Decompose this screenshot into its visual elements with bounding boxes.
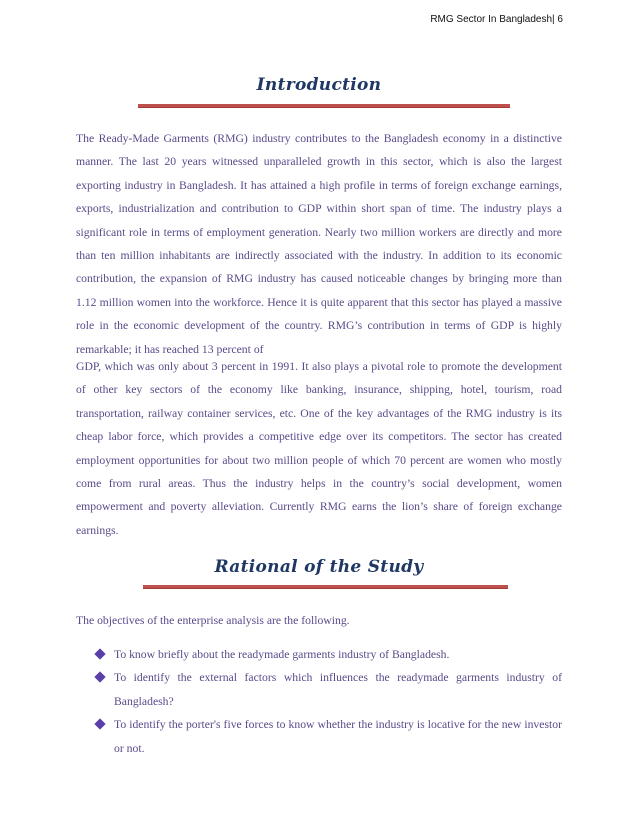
- introduction-paragraph-2: [76, 355, 562, 542]
- page-header: RMG Sector In Bangladesh| 6: [430, 14, 563, 25]
- diamond-bullet-icon: [94, 672, 105, 683]
- rational-underline: [143, 585, 508, 589]
- list-item-text: To identify the external factors which influences the readymade garments industry of Bangladesh?: [114, 671, 562, 708]
- introduction-heading: Introduction: [256, 75, 382, 95]
- list-item: [76, 713, 562, 760]
- diamond-bullet-icon: [94, 648, 105, 659]
- list-item: [76, 666, 562, 713]
- list-item-text: To identify the porter's five forces to know whether the industry is locative for the new investor or not.: [114, 718, 562, 755]
- rational-heading: Rational of the Study: [214, 557, 424, 577]
- list-item-text: To know briefly about the readymade garments industry of Bangladesh.: [114, 648, 450, 661]
- introduction-paragraph-1: [76, 127, 562, 361]
- introduction-underline: [138, 104, 510, 108]
- introduction-paragraph-1-text: The Ready-Made Garments (RMG) industry contributes to the Bangladesh economy in a distinctive manner. The last 20 years witnessed unparalleled growth in this sector, which is also the largest exporting industry in Bangladesh. It has attained a high profile in terms of foreign exchange earnings, exports, industrialization and contribution to GDP within short span of time. The industry plays a significant role in terms of employment generation. Nearly two million workers are directly and more than ten million inhabitants are indirectly associated with the industry. In addition to its economic contribution, the expansion of RMG industry has caused noticeable changes by bringing more than 1.12 million women into the workforce. Hence it is quite apparent that this sector has played a massive role in the economic development of the country. RMG’s contribution in terms of GDP is highly remarkable; it has reached 13 percent of: [76, 132, 562, 356]
- list-item: [76, 643, 562, 666]
- introduction-paragraph-2-text: GDP, which was only about 3 percent in 1991. It also plays a pivotal role to promote the development of other key sectors of the economy like banking, insurance, shipping, hotel, tourism, road transportation, railway container services, etc. One of the key advantages of the RMG industry is its cheap labor force, which provides a competitive edge over its competitors. The sector has created employment opportunities for about two million people of which 70 percent are women who mostly come from rural areas. Thus the industry helps in the country’s social development, women empowerment and poverty alleviation. Currently RMG earns the lion’s share of foreign exchange earnings.: [76, 360, 562, 537]
- objectives-intro: The objectives of the enterprise analysis are the following.: [76, 614, 350, 627]
- diamond-bullet-icon: [94, 719, 105, 730]
- objectives-list: [76, 643, 562, 760]
